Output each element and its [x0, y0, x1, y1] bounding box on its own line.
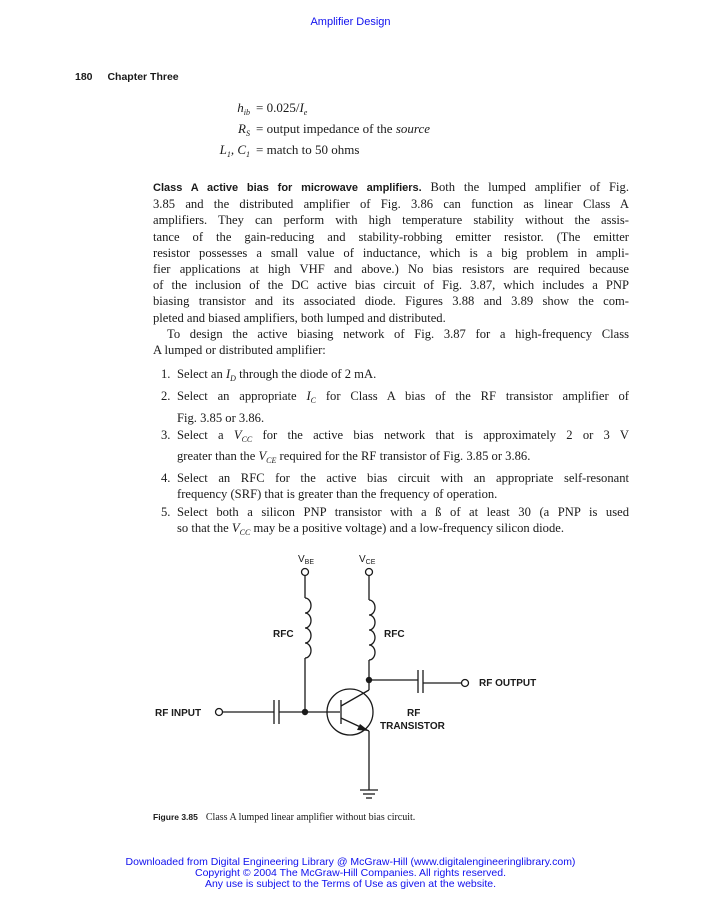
text-run: frequency (SRF) that is greater than the frequency of operation.: [177, 487, 498, 502]
svg-text:VCE: [359, 554, 376, 566]
symbol: V: [258, 449, 267, 464]
text-run: Fig. 3.85 or 3.86.: [177, 410, 265, 425]
subscript: S: [246, 129, 250, 138]
text-run: Select an: [177, 367, 226, 382]
rf-input-label: RF INPUT: [155, 708, 202, 719]
vce-terminal: [366, 569, 373, 576]
subscript: CC: [239, 527, 251, 537]
symbol: L: [219, 142, 227, 157]
symbol: V: [233, 427, 242, 442]
list-number: 2.: [161, 389, 171, 404]
vbe-subscript: BE: [304, 559, 315, 566]
figure-caption: [153, 812, 415, 823]
vbe-terminal: [302, 569, 309, 576]
footer-line[interactable]: Downloaded from Digital Engineering Library @ McGraw-Hill (www.digitalengineeringlibrary.com): [125, 856, 576, 868]
subscript: 1: [226, 150, 231, 159]
symbol: I: [225, 367, 231, 382]
text-run: amplifiers. They can perform with high temperature stability without the assis-: [153, 213, 629, 228]
list-number: 3.: [161, 427, 171, 442]
text-run: required for the RF transistor of Fig. 3.85 or 3.86.: [276, 449, 531, 464]
header-title: Amplifier Design: [310, 16, 391, 28]
text-run: for the active bias network that is approximately 2 or 3 V: [252, 427, 629, 442]
rfc-right-label: RFC: [384, 629, 405, 640]
text-run: of the inclusion of the DC active bias circuit of Fig. 3.87, which includes a PNP: [153, 278, 629, 293]
vbe-label: V: [298, 554, 305, 565]
subscript: ib: [243, 108, 250, 117]
text-run: pleted and biased amplifiers, both lumped and distributed.: [153, 310, 446, 325]
subscript: D: [230, 374, 236, 384]
chapter-title: Chapter Three: [107, 71, 179, 83]
text-run: tance of the gain-reducing and stability-robbing emitter resistor. (The emitter: [153, 229, 629, 244]
section-heading: Class A active bias for microwave amplifiers.: [153, 182, 422, 194]
symbol: h: [237, 100, 244, 115]
rfc-inductor-right: [369, 600, 375, 660]
text-run: greater than the: [177, 449, 259, 464]
text-run: through the diode of 2 mA.: [235, 367, 377, 382]
junction-node: [302, 709, 308, 715]
subscript: e: [303, 108, 308, 117]
text-run: for Class A bias of the RF transistor amplifier of: [316, 389, 629, 404]
rf-transistor-label: RF: [407, 708, 421, 719]
list-number: 1.: [161, 367, 171, 382]
text-run: Both the lumped amplifier of Fig.: [421, 180, 629, 194]
list-number: 4.: [161, 471, 171, 486]
text-line: To design the active biasing network of Fig. 3.87 for a high-frequency Class: [167, 326, 629, 341]
junction-node: [366, 677, 372, 683]
rf-output-label: RF OUTPUT: [479, 678, 537, 689]
definition-text: = output impedance of the: [256, 121, 396, 136]
subscript: 1: [246, 150, 250, 159]
symbol: I: [299, 100, 304, 115]
text-run: 3.85 and the distributed amplifier of Fig. 3.86 can function as linear Class A: [153, 197, 629, 212]
text-run: Select an appropriate: [177, 389, 307, 404]
figure-label: Figure 3.85: [153, 812, 198, 822]
rf-output-terminal: [462, 680, 469, 687]
symbol: R: [238, 121, 246, 136]
list-number: 5.: [161, 504, 171, 519]
vce-subscript: CE: [365, 559, 376, 566]
definition-italic: source: [395, 121, 431, 136]
definition-text: = 0.025/: [256, 100, 300, 115]
text-run: Select a: [177, 427, 234, 442]
footer-line[interactable]: Any use is subject to the Terms of Use as given at the website.: [204, 878, 497, 890]
symbol: I: [306, 389, 311, 404]
text-run: may be a positive voltage) and a low-frequency silicon diode.: [250, 520, 564, 535]
rf-transistor-label: TRANSISTOR: [380, 721, 445, 732]
text-run: so that the: [177, 520, 232, 535]
text-run: Select both a silicon PNP transistor with a ß of at least 30 (a PNP is used: [177, 504, 629, 519]
footer-line: Copyright © 2004 The McGraw-Hill Companies. All rights reserved.: [195, 867, 506, 879]
definition-text: = match to 50 ohms: [256, 142, 360, 157]
text-run: resistor possesses a small value of inductance, which is a big problem in ampli-: [153, 245, 629, 260]
page-number: 180: [75, 71, 93, 83]
subscript: CC: [241, 434, 253, 444]
vce-label: V: [359, 554, 366, 565]
text-run: Select an RFC for the active bias circuit with an appropriate self-resonant: [177, 471, 629, 486]
footer: [0, 857, 701, 890]
text-line: A lumped or distributed amplifier:: [153, 343, 326, 358]
subscript: CE: [266, 456, 277, 466]
rfc-left-label: RFC: [273, 629, 294, 640]
symbol: , C: [230, 142, 246, 157]
symbol: V: [231, 520, 240, 535]
caption-text: Class A lumped linear amplifier without bias circuit.: [205, 812, 416, 823]
rf-input-terminal: [216, 709, 223, 716]
svg-text:VBE: [298, 554, 314, 566]
text-run: biasing transistor and its associated diode. Figures 3.88 and 3.89 show the com-: [153, 294, 629, 309]
rfc-inductor-left: [305, 598, 311, 658]
subscript: C: [310, 396, 317, 406]
text-run: fier applications at high VHF and above.) No bias resistors are required because: [153, 262, 629, 277]
